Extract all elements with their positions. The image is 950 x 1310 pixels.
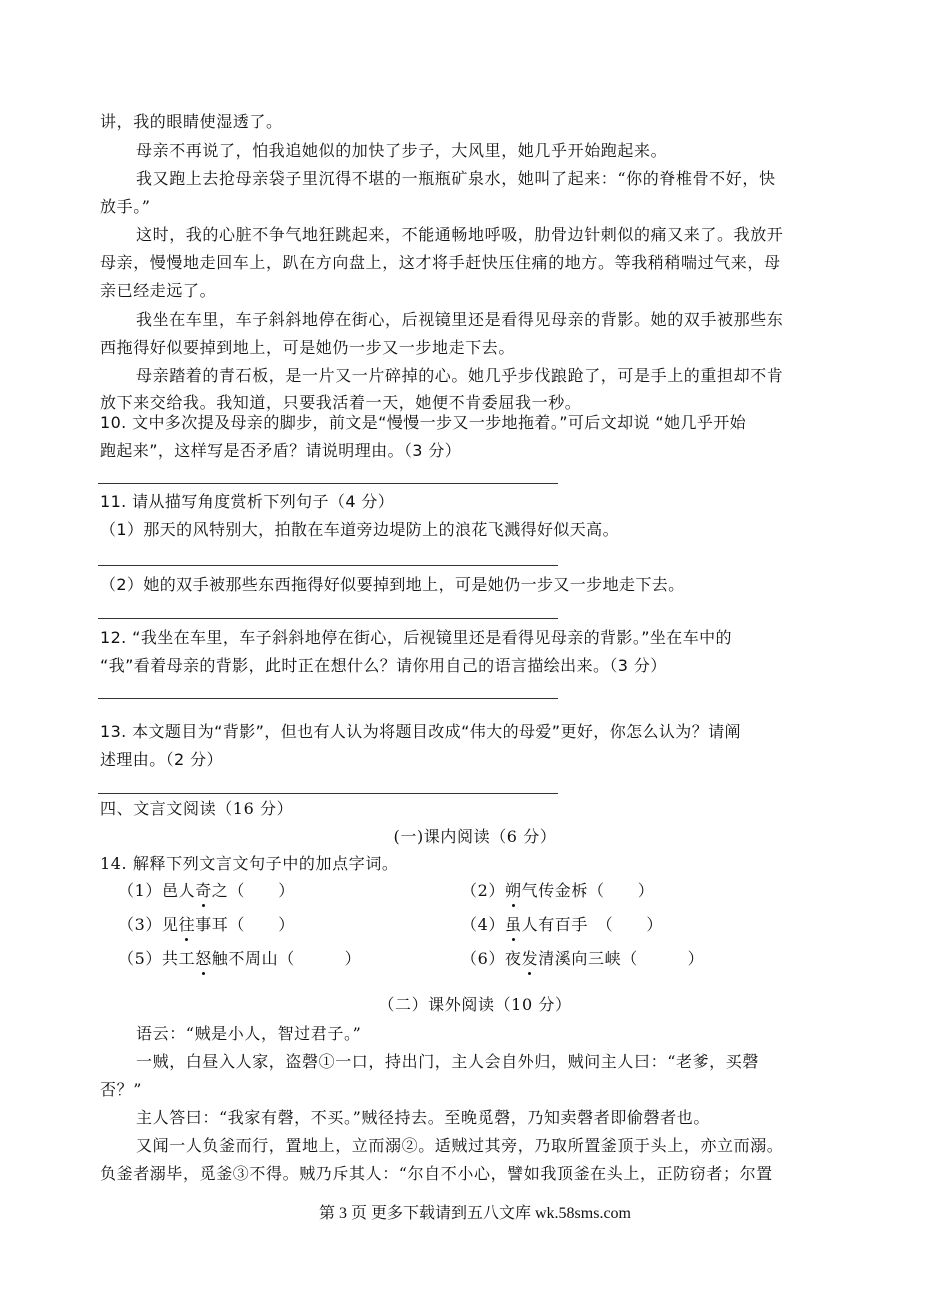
vocab-item[interactable] <box>118 881 295 901</box>
passage-line: 我坐在车里，车子斜斜地停在街心，后视镜里还是看得见母亲的背影。她的双手被那些东 <box>136 310 784 329</box>
item-text: 气传金柝（ ） <box>521 881 655 900</box>
answer-line[interactable] <box>98 565 558 566</box>
classical-text-line: 否？” <box>100 1080 142 1099</box>
item-text: 之（ ） <box>211 881 295 900</box>
classical-text-line: 又闻一人负釜而行，置地上，立而溺②。适贼过其旁，乃取所置釜顶于头上，亦立而溺。 <box>136 1136 784 1155</box>
classical-text-line: 语云：“贼是小人，智过君子。” <box>136 1024 362 1043</box>
vocab-item[interactable] <box>461 915 663 935</box>
section-title: 四、文言文阅读（16 分） <box>100 799 294 818</box>
passage-line: 母亲不再说了，怕我追她似的加快了步子，大风里，她几乎开始跑起来。 <box>136 141 668 160</box>
answer-line[interactable] <box>98 698 558 699</box>
dotted-char: 朔 <box>504 881 522 900</box>
item-text: （6）夜 <box>461 949 522 968</box>
subsection-title: （二）课外阅读（10 分） <box>378 995 572 1014</box>
passage-line: 母亲踏着的青石板，是一片又一片碎掉的心。她几乎步伐踉跄了，可是手上的重担却不肯 <box>136 366 784 385</box>
item-text: （2） <box>461 881 505 900</box>
question-11-2: （2）她的双手被那些东西拖得好似要掉到地上，可是她仍一步又一步地走下去。 <box>100 575 685 594</box>
answer-line[interactable] <box>98 483 558 484</box>
question-10: 10. 文中多次提及母亲的脚步，前文是“慢慢一步又一步地拖着。”可后文却说 “她几乎开始 <box>100 413 747 432</box>
item-text: （4） <box>461 915 505 934</box>
page-footer: 第 3 页 更多下载请到五八文库 wk.58sms.com <box>318 1205 631 1222</box>
answer-line[interactable] <box>98 618 558 619</box>
item-text: 人有百手 （ ） <box>521 915 663 934</box>
item-text: 事耳（ ） <box>195 915 295 934</box>
question-12: 12. “我坐在车里，车子斜斜地停在街心，后视镜里还是看得见母亲的背影。”坐在车中的 <box>100 628 732 647</box>
item-text: 清溪向三峡（ ） <box>538 949 705 968</box>
passage-line: 放下来交给我。我知道，只要我活着一天，她便不肯委屈我一秒。 <box>100 393 582 412</box>
dotted-char: 虽 <box>504 915 522 934</box>
passage-line: 我又跑上去抢母亲袋子里沉得不堪的一瓶瓶矿泉水，她叫了起来：“你的脊椎骨不好，快 <box>136 169 776 188</box>
item-text: （5）共工 <box>118 949 196 968</box>
passage-line: 放手。” <box>100 197 151 216</box>
classical-text-line: 主人答曰：“我家有磬，不买。”贼径持去。至晚觅磬，乃知卖磬者即偷磬者也。 <box>136 1108 710 1127</box>
passage-line: 母亲，慢慢地走回车上，趴在方向盘上，这才将手赶快压住痛的地方。等我稍稍喘过气来，母 <box>100 253 781 272</box>
answer-line[interactable] <box>98 793 558 794</box>
passage-line: 讲，我的眼睛使湿透了。 <box>100 112 283 131</box>
dotted-char: 往 <box>178 915 196 934</box>
subsection-title: (一)课内阅读（6 分） <box>393 827 557 846</box>
item-text: （3）见 <box>118 915 179 934</box>
passage-line: 这时，我的心脏不争气地狂跳起来，不能通畅地呼吸，肋骨边针刺似的痛又来了。我放开 <box>136 225 784 244</box>
question-10-cont: 跑起来”，这样写是否矛盾？请说明理由。（3 分） <box>100 441 462 460</box>
vocab-item[interactable] <box>118 949 361 969</box>
vocab-item[interactable] <box>461 949 704 969</box>
classical-text-line: 一贼，白昼入人家，盗磬①一口，持出门，主人会自外归，贼问主人曰：“老爹，买磬 <box>136 1052 759 1071</box>
item-text: （1）邑人 <box>118 881 196 900</box>
question-14: 14. 解释下列文言文句子中的加点字词。 <box>100 854 399 873</box>
question-12-cont: “我”看着母亲的背影，此时正在想什么？请你用自己的语言描绘出来。（3 分） <box>100 656 667 675</box>
question-13-cont: 述理由。（2 分） <box>100 750 223 769</box>
dotted-char: 奇 <box>195 881 212 900</box>
classical-text-line: 负釜者溺毕，觅釜③不得。贼乃斥其人：“尔自不小心，譬如我顶釜在头上，正防窃者；尔置 <box>100 1164 773 1183</box>
question-11-1: （1）那天的风特别大，拍散在车道旁边堤防上的浪花飞溅得好似天高。 <box>100 520 619 539</box>
passage-line: 西拖得好似要掉到地上，可是她仍一步又一步地走下去。 <box>100 338 516 357</box>
dotted-char: 怒 <box>195 949 212 968</box>
vocab-item[interactable] <box>461 881 654 901</box>
question-13: 13. 本文题目为“背影”，但也有人认为将题目改成“伟大的母爱”更好，你怎么认为？请阐 <box>100 722 741 741</box>
question-11: 11. 请从描写角度赏析下列句子（4 分） <box>100 492 395 511</box>
vocab-item[interactable] <box>118 915 295 935</box>
passage-line: 亲已经走远了。 <box>100 281 217 300</box>
item-text: 触不周山（ ） <box>211 949 362 968</box>
dotted-char: 发 <box>521 949 539 968</box>
